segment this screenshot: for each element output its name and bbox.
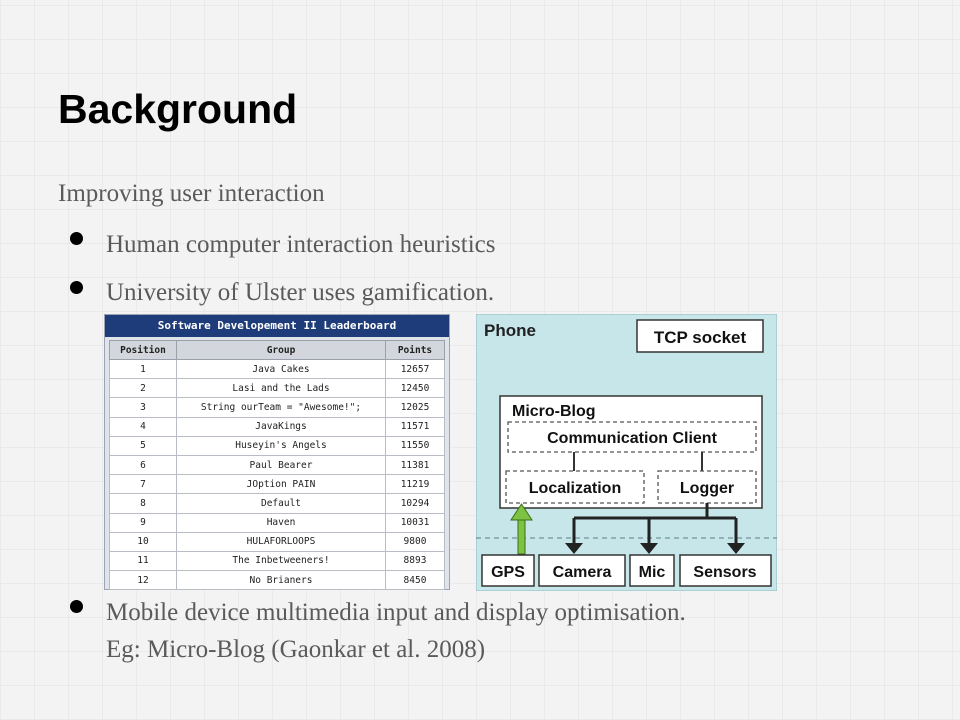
localization-label: Localization (528, 480, 622, 497)
bullet-dot (70, 281, 83, 294)
mic-label: Mic (638, 564, 666, 581)
leaderboard-body (110, 360, 445, 590)
gps-arrow (518, 518, 525, 554)
subheading: Improving user interaction (58, 180, 325, 207)
cell-points: 12450 (386, 379, 445, 398)
phone-label: Phone (484, 321, 536, 340)
slide-title: Background (58, 86, 298, 132)
sensors-label: Sensors (693, 564, 757, 581)
cell-position: 5 (110, 436, 177, 455)
cell-position: 8 (110, 494, 177, 513)
cell-points: 11219 (386, 475, 445, 494)
communication-client-label: Communication Client (547, 430, 717, 447)
leaderboard-title: Software Developement II Leaderboard (105, 315, 449, 337)
table-row (110, 532, 445, 551)
microblog-label: Micro-Blog (512, 403, 596, 420)
cell-group: Huseyin's Angels (177, 436, 386, 455)
cell-position: 12 (110, 571, 177, 590)
cell-group: HULAFORLOOPS (177, 532, 386, 551)
bullet-dot (70, 600, 83, 613)
table-row (110, 379, 445, 398)
cell-points: 12657 (386, 360, 445, 379)
cell-points: 8893 (386, 551, 445, 570)
leaderboard-image (104, 314, 450, 590)
leaderboard-table (109, 340, 445, 590)
table-row (110, 455, 445, 474)
cell-position: 9 (110, 513, 177, 532)
cell-group: Java Cakes (177, 360, 386, 379)
cell-points: 11550 (386, 436, 445, 455)
leaderboard-header-row (110, 341, 445, 360)
column-header-points: Points (386, 341, 445, 360)
column-header-group: Group (177, 341, 386, 360)
cell-group: String ourTeam = "Awesome!"; (177, 398, 386, 417)
cell-points: 11381 (386, 455, 445, 474)
cell-position: 10 (110, 532, 177, 551)
bullet-multimedia: Mobile device multimedia input and display optimisation. (106, 599, 686, 626)
table-row (110, 360, 445, 379)
table-row (110, 513, 445, 532)
microblog-diagram (476, 314, 777, 591)
cell-group: No Brianers (177, 571, 386, 590)
cell-points: 12025 (386, 398, 445, 417)
cell-group: Lasi and the Lads (177, 379, 386, 398)
cell-position: 7 (110, 475, 177, 494)
cell-group: Default (177, 494, 386, 513)
cell-group: JOption PAIN (177, 475, 386, 494)
table-row (110, 417, 445, 436)
cell-position: 11 (110, 551, 177, 570)
cell-group: The Inbetweeners! (177, 551, 386, 570)
table-row (110, 436, 445, 455)
bullet-dot (70, 232, 83, 245)
table-row (110, 494, 445, 513)
bullet-gamification: University of Ulster uses gamification. (106, 279, 495, 306)
cell-group: Paul Bearer (177, 455, 386, 474)
cell-position: 1 (110, 360, 177, 379)
logger-label: Logger (679, 480, 735, 497)
table-row (110, 398, 445, 417)
cell-position: 6 (110, 455, 177, 474)
table-row (110, 475, 445, 494)
gps-label: GPS (491, 564, 525, 581)
diagram-svg (476, 314, 777, 591)
cell-group: Haven (177, 513, 386, 532)
camera-label: Camera (552, 564, 612, 581)
cell-points: 9800 (386, 532, 445, 551)
cell-position: 2 (110, 379, 177, 398)
table-row (110, 551, 445, 570)
bullet-hci: Human computer interaction heuristics (106, 231, 496, 258)
bullet-multimedia-example: Eg: Micro-Blog (Gaonkar et al. 2008) (106, 636, 486, 663)
cell-points: 11571 (386, 417, 445, 436)
cell-position: 3 (110, 398, 177, 417)
cell-group: JavaKings (177, 417, 386, 436)
table-row (110, 571, 445, 590)
cell-position: 4 (110, 417, 177, 436)
column-header-position: Position (110, 341, 177, 360)
cell-points: 10294 (386, 494, 445, 513)
cell-points: 10031 (386, 513, 445, 532)
tcp-socket-label: TCP socket (653, 328, 747, 347)
cell-points: 8450 (386, 571, 445, 590)
